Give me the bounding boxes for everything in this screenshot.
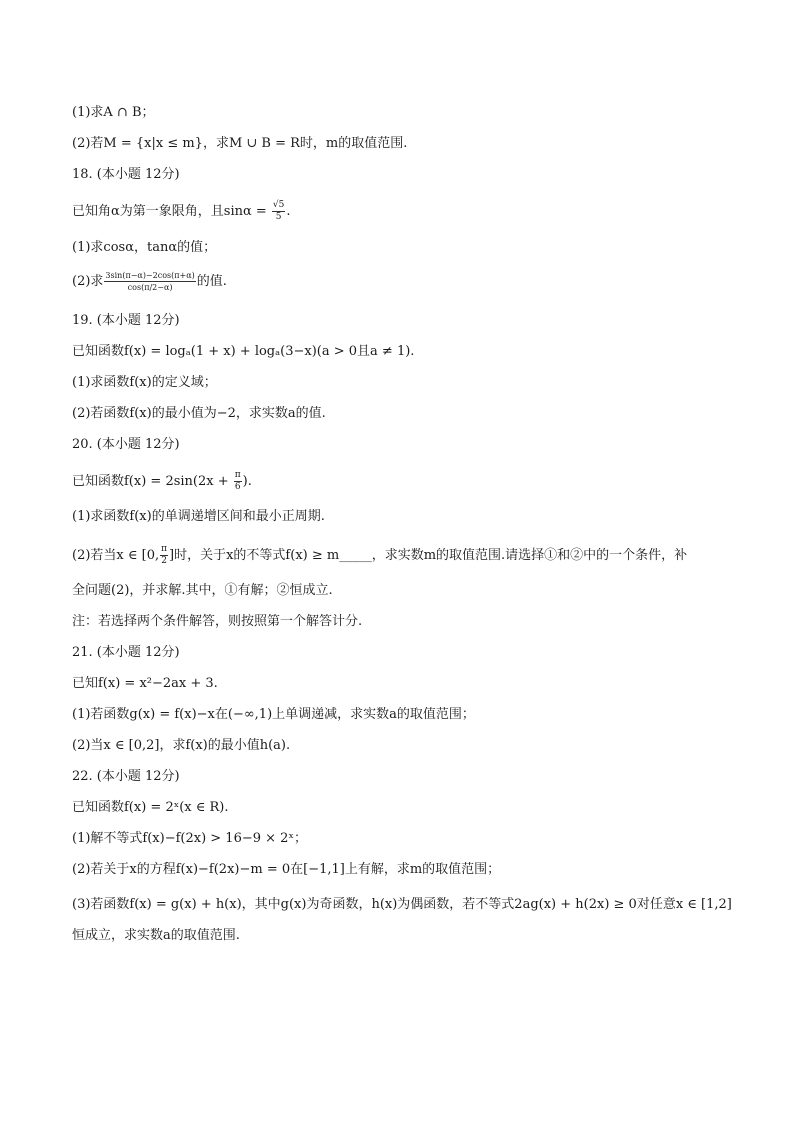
text: 已知函数f(x) = 2ˣ(x ∈ R). <box>72 800 229 815</box>
q21-part2 <box>72 737 290 755</box>
q22-part3 <box>72 896 732 914</box>
q19-part1 <box>72 374 217 392</box>
q19-statement <box>72 343 414 361</box>
q20-part2 <box>72 544 687 567</box>
text: ]时，关于x的不等式f(x) ≥ m_____，求实数m的取值范围.请选择①和②中的一个条件，补 <box>169 548 688 563</box>
text: (1)求cosα，tanα的值； <box>72 240 217 255</box>
q19-part2 <box>72 405 326 423</box>
q22-statement <box>72 799 229 817</box>
denominator: cos(π/2−α) <box>127 283 173 292</box>
text: 恒成立，求实数a的取值范围. <box>72 928 240 943</box>
text: 的值. <box>196 274 227 289</box>
text: (3)若函数f(x) = g(x) + h(x)，其中g(x)为奇函数，h(x)为偶函数，若不等式2ag(x) + h(2x) ≥ 0对任意x ∈ [1,2] <box>72 897 732 912</box>
text: 18. (本小题 12分) <box>72 167 180 182</box>
q19-heading <box>72 312 180 330</box>
text: 20. (本小题 12分) <box>72 437 180 452</box>
text: (1)解不等式f(x)−f(2x) > 16−9 × 2ˣ； <box>72 831 307 846</box>
denominator: 6 <box>234 482 241 492</box>
text: (2)若当x ∈ [0, <box>72 548 160 563</box>
q22-part1 <box>72 830 307 848</box>
q21-heading <box>72 644 180 662</box>
q20-heading <box>72 436 180 454</box>
text: (2)求 <box>72 274 104 289</box>
text: 19. (本小题 12分) <box>72 313 180 328</box>
text: (1)若函数g(x) = f(x)−x在(−∞,1)上单调递减，求实数a的取值范围； <box>72 707 475 722</box>
text: (1)求函数f(x)的定义域； <box>72 375 217 390</box>
fraction-pi-over-2 <box>160 544 168 567</box>
text: (2)若关于x的方程f(x)−f(2x)−m = 0在[−1,1]上有解，求m的取值范围； <box>72 862 501 877</box>
q20-part2-cont <box>72 582 333 600</box>
text: 已知角α为第一象限角，且sinα = <box>72 204 271 219</box>
q17-part1 <box>72 104 155 122</box>
q21-statement <box>72 675 218 693</box>
numerator: √5 <box>272 200 285 210</box>
q20-statement <box>72 470 252 493</box>
q18-statement <box>72 200 291 223</box>
q18-heading <box>72 166 180 184</box>
numerator: 3sin(π−α)−2cos(π+α) <box>105 271 195 280</box>
denominator: 5 <box>275 212 282 222</box>
q22-part2 <box>72 861 500 879</box>
q21-part1 <box>72 706 475 724</box>
fraction-pi-over-6 <box>234 470 242 493</box>
text: 已知函数f(x) = 2sin(2x + <box>72 474 233 489</box>
q20-note <box>72 613 362 631</box>
denominator: 2 <box>161 556 167 566</box>
text: (2)若M = {x|x ≤ m}，求M ∪ B = R时，m的取值范围. <box>72 136 408 151</box>
text: (1)求函数f(x)的单调递增区间和最小正周期. <box>72 509 325 524</box>
text: 已知f(x) = x²−2ax + 3. <box>72 676 218 691</box>
fraction-sqrt5-over-5 <box>272 200 285 223</box>
text: (2)若函数f(x)的最小值为−2，求实数a的值. <box>72 406 326 421</box>
text: 22. (本小题 12分) <box>72 769 180 784</box>
q18-part2 <box>72 270 227 293</box>
numerator: π <box>234 470 241 480</box>
text: ). <box>242 474 252 489</box>
numerator: π <box>161 544 168 554</box>
text: 已知函数f(x) = logₐ(1 + x) + logₐ(3−x)(a > 0且a ≠ 1). <box>72 344 415 359</box>
text: . <box>286 204 291 219</box>
q22-heading <box>72 768 180 786</box>
text: (2)当x ∈ [0,2]，求f(x)的最小值h(a). <box>72 738 291 753</box>
text: 全问题(2)，并求解.其中，①有解；②恒成立. <box>72 583 333 598</box>
text: 21. (本小题 12分) <box>72 645 180 660</box>
q18-part1 <box>72 239 216 257</box>
q22-part3-cont <box>72 927 240 945</box>
text: (1)求A ∩ B； <box>72 105 155 120</box>
q17-part2 <box>72 135 407 153</box>
text: 注：若选择两个条件解答，则按照第一个解答计分. <box>72 614 363 629</box>
trig-fraction <box>104 270 195 293</box>
q20-part1 <box>72 508 325 526</box>
